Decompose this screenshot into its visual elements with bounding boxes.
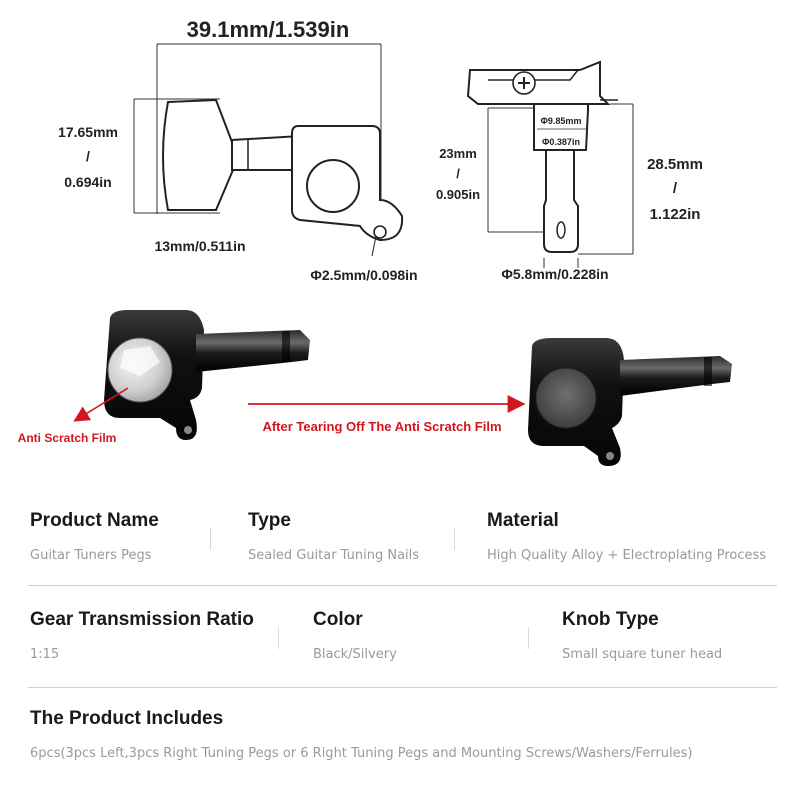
- hole-diameter-label: Φ2.5mm/0.098in: [310, 267, 418, 283]
- spec-divider: [210, 528, 211, 550]
- spec-divider: [278, 627, 279, 649]
- total-height-slash-label: /: [672, 180, 678, 197]
- product-name-value: Guitar Tuners Pegs: [30, 548, 152, 563]
- type-value: Sealed Guitar Tuning Nails: [248, 548, 420, 563]
- spec-product-name: [30, 510, 159, 563]
- spec-includes: [30, 708, 692, 761]
- includes-label: The Product Includes: [30, 708, 224, 729]
- color-value: Black/Silvery: [313, 647, 397, 662]
- knob-type-label: Knob Type: [562, 609, 659, 630]
- knob-type-value: Small square tuner head: [562, 647, 723, 662]
- gear-ratio-label: Gear Transmission Ratio: [30, 609, 254, 630]
- material-value: High Quality Alloy + Electroplating Process: [487, 548, 767, 563]
- overall-width-label: 39.1mm/1.539in: [186, 17, 350, 42]
- knob-width-label: 13mm/0.511in: [154, 238, 246, 254]
- post-inner-top-label: Φ9.85mm: [540, 116, 582, 126]
- spec-divider: [528, 627, 529, 649]
- total-height-mm-label: 28.5mm: [647, 156, 703, 173]
- knob-height-in-label: 0.694in: [64, 174, 112, 190]
- tuner-photo-without-film: [528, 338, 732, 466]
- post-length-slash-label: /: [456, 166, 460, 181]
- spec-gear-ratio: [30, 609, 254, 662]
- knob-height-mm-label: 17.65mm: [58, 124, 118, 140]
- after-tearing-label: After Tearing Off The Anti Scratch Film: [262, 419, 502, 434]
- includes-value: 6pcs(3pcs Left,3pcs Right Tuning Pegs or 6 Right Tuning Pegs and Mounting Screws/Washers/Ferrules): [30, 746, 693, 761]
- product-name-label: Product Name: [30, 510, 159, 531]
- section-divider: [28, 585, 777, 586]
- section-divider: [28, 687, 777, 688]
- spec-color: [313, 609, 397, 662]
- anti-scratch-film-label: Anti Scratch Film: [17, 431, 117, 445]
- post-length-in-label: 0.905in: [435, 187, 481, 202]
- spec-knob-type: [562, 609, 722, 662]
- front-view-drawing: [468, 62, 633, 268]
- material-label: Material: [487, 510, 559, 531]
- spec-type: [248, 510, 419, 563]
- post-length-mm-label: 23mm: [439, 146, 477, 161]
- type-label: Type: [248, 510, 291, 531]
- post-inner-bottom-label: Φ0.387in: [542, 137, 580, 147]
- spec-material: [487, 510, 766, 563]
- post-diameter-label: Φ5.8mm/0.228in: [501, 266, 609, 282]
- gear-ratio-value: 1:15: [30, 647, 60, 662]
- spec-divider: [454, 528, 455, 550]
- total-height-in-label: 1.122in: [649, 206, 701, 223]
- color-label: Color: [313, 609, 363, 630]
- knob-height-slash-label: /: [86, 148, 90, 164]
- side-view-drawing: [134, 44, 402, 256]
